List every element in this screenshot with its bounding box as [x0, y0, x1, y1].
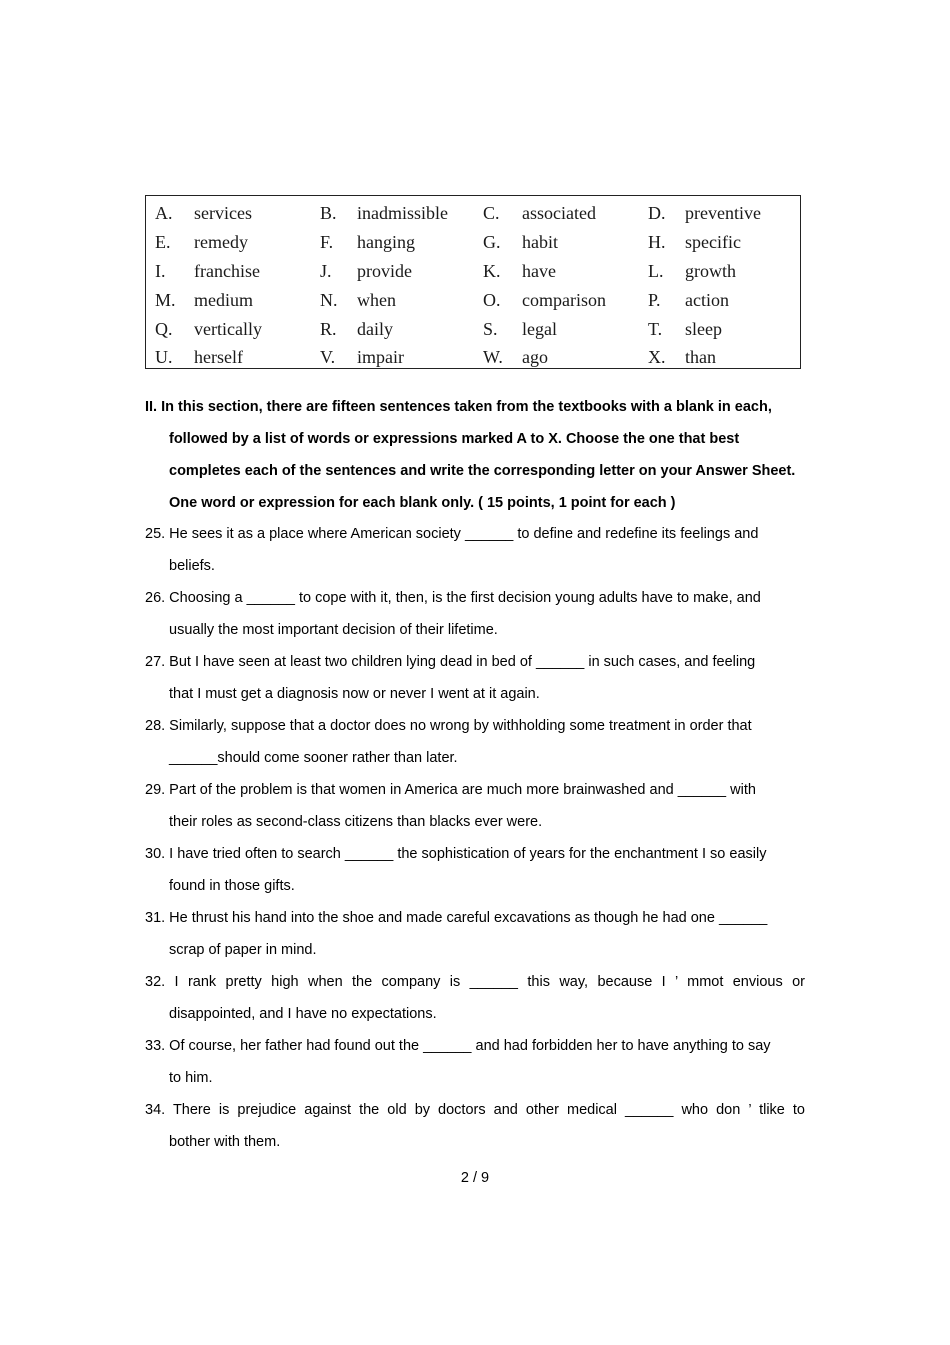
word-letter: G. — [483, 232, 501, 252]
word-letter: S. — [483, 319, 498, 339]
word-option: provide — [357, 261, 412, 281]
question-text: 33. Of course, her father had found out the ______ and had forbidden her to have anything to say — [145, 1038, 771, 1054]
word-option: services — [194, 203, 252, 223]
word-letter: I. — [155, 261, 166, 281]
word-letter: B. — [320, 203, 337, 223]
word-letter: P. — [648, 290, 661, 310]
word-letter: N. — [320, 290, 338, 310]
instruction-line: II. In this section, there are fifteen sentences taken from the textbooks with a blank in each, — [145, 399, 772, 415]
question-text-continued: found in those gifts. — [169, 878, 295, 894]
word-option: impair — [357, 347, 404, 367]
word-letter: O. — [483, 290, 501, 310]
word-letter: K. — [483, 261, 501, 281]
question-text: 27. But I have seen at least two children lying dead in bed of ______ in such cases, and feeling — [145, 654, 756, 670]
word-option: sleep — [685, 319, 722, 339]
question-text-continued: usually the most important decision of their lifetime. — [169, 622, 498, 638]
word-option: preventive — [685, 203, 761, 223]
word-letter: J. — [320, 261, 332, 281]
word-letter: L. — [648, 261, 664, 281]
word-option: franchise — [194, 261, 260, 281]
word-letter: H. — [648, 232, 666, 252]
word-letter: U. — [155, 347, 173, 367]
question-text: 29. Part of the problem is that women in America are much more brainwashed and ______ with — [145, 782, 756, 798]
question-text: 31. He thrust his hand into the shoe and made careful excavations as though he had one ______ — [145, 910, 768, 926]
question-text: 34. There is prejudice against the old by doctors and other medical ______ who don ’ tlike to — [145, 1102, 805, 1118]
word-bank-row — [146, 290, 800, 319]
word-letter: E. — [155, 232, 171, 252]
word-letter: Q. — [155, 319, 173, 339]
word-letter: M. — [155, 290, 176, 310]
word-option: medium — [194, 290, 253, 310]
word-option: have — [522, 261, 556, 281]
word-option: growth — [685, 261, 736, 281]
word-option: inadmissible — [357, 203, 448, 223]
question-text: 32. I rank pretty high when the company is ______ this way, because I ’ mmot envious or — [145, 974, 805, 990]
instruction-line: One word or expression for each blank only. ( 15 points, 1 point for each ) — [169, 495, 676, 511]
question-text-continued: disappointed, and I have no expectations. — [169, 1006, 437, 1022]
word-letter: W. — [483, 347, 503, 367]
question-text-continued: scrap of paper in mind. — [169, 942, 317, 958]
word-option: than — [685, 347, 716, 367]
word-option: associated — [522, 203, 596, 223]
word-letter: A. — [155, 203, 173, 223]
question-text-continued: their roles as second-class citizens than blacks ever were. — [169, 814, 543, 830]
word-option: hanging — [357, 232, 415, 252]
word-option: when — [357, 290, 396, 310]
word-letter: T. — [648, 319, 663, 339]
question-text: 25. He sees it as a place where American society ______ to define and redefine its feelings and — [145, 526, 759, 542]
question-text-continued: bother with them. — [169, 1134, 281, 1150]
word-letter: D. — [648, 203, 666, 223]
question-text: 30. I have tried often to search ______ the sophistication of years for the enchantment I so easily — [145, 846, 767, 862]
word-option: daily — [357, 319, 393, 339]
question-text-continued: that I must get a diagnosis now or never I went at it again. — [169, 686, 540, 702]
question-text-continued: beliefs. — [169, 558, 215, 574]
instruction-line: completes each of the sentences and write the corresponding letter on your Answer Sheet. — [169, 463, 796, 479]
word-option: comparison — [522, 290, 606, 310]
word-letter: F. — [320, 232, 334, 252]
word-option: remedy — [194, 232, 248, 252]
instruction-line: followed by a list of words or expressions marked A to X. Choose the one that best — [169, 431, 740, 447]
question-text-continued: ______should come sooner rather than later. — [169, 750, 458, 766]
word-bank-row — [146, 261, 800, 290]
word-bank-row — [146, 347, 800, 376]
word-option: herself — [194, 347, 243, 367]
word-letter: R. — [320, 319, 337, 339]
word-bank-row — [146, 203, 800, 232]
word-bank-table — [145, 195, 801, 369]
question-text: 28. Similarly, suppose that a doctor does no wrong by withholding some treatment in order that — [145, 718, 752, 734]
word-option: vertically — [194, 319, 262, 339]
word-bank-row — [146, 232, 800, 261]
word-option: specific — [685, 232, 741, 252]
question-text: 26. Choosing a ______ to cope with it, then, is the first decision young adults have to make, and — [145, 590, 761, 606]
page-number: 2 / 9 — [460, 1170, 490, 1186]
word-letter: X. — [648, 347, 666, 367]
word-option: action — [685, 290, 729, 310]
word-option: ago — [522, 347, 548, 367]
word-option: habit — [522, 232, 558, 252]
question-text-continued: to him. — [169, 1070, 213, 1086]
word-letter: V. — [320, 347, 336, 367]
word-letter: C. — [483, 203, 500, 223]
word-bank-row — [146, 319, 800, 348]
word-option: legal — [522, 319, 557, 339]
